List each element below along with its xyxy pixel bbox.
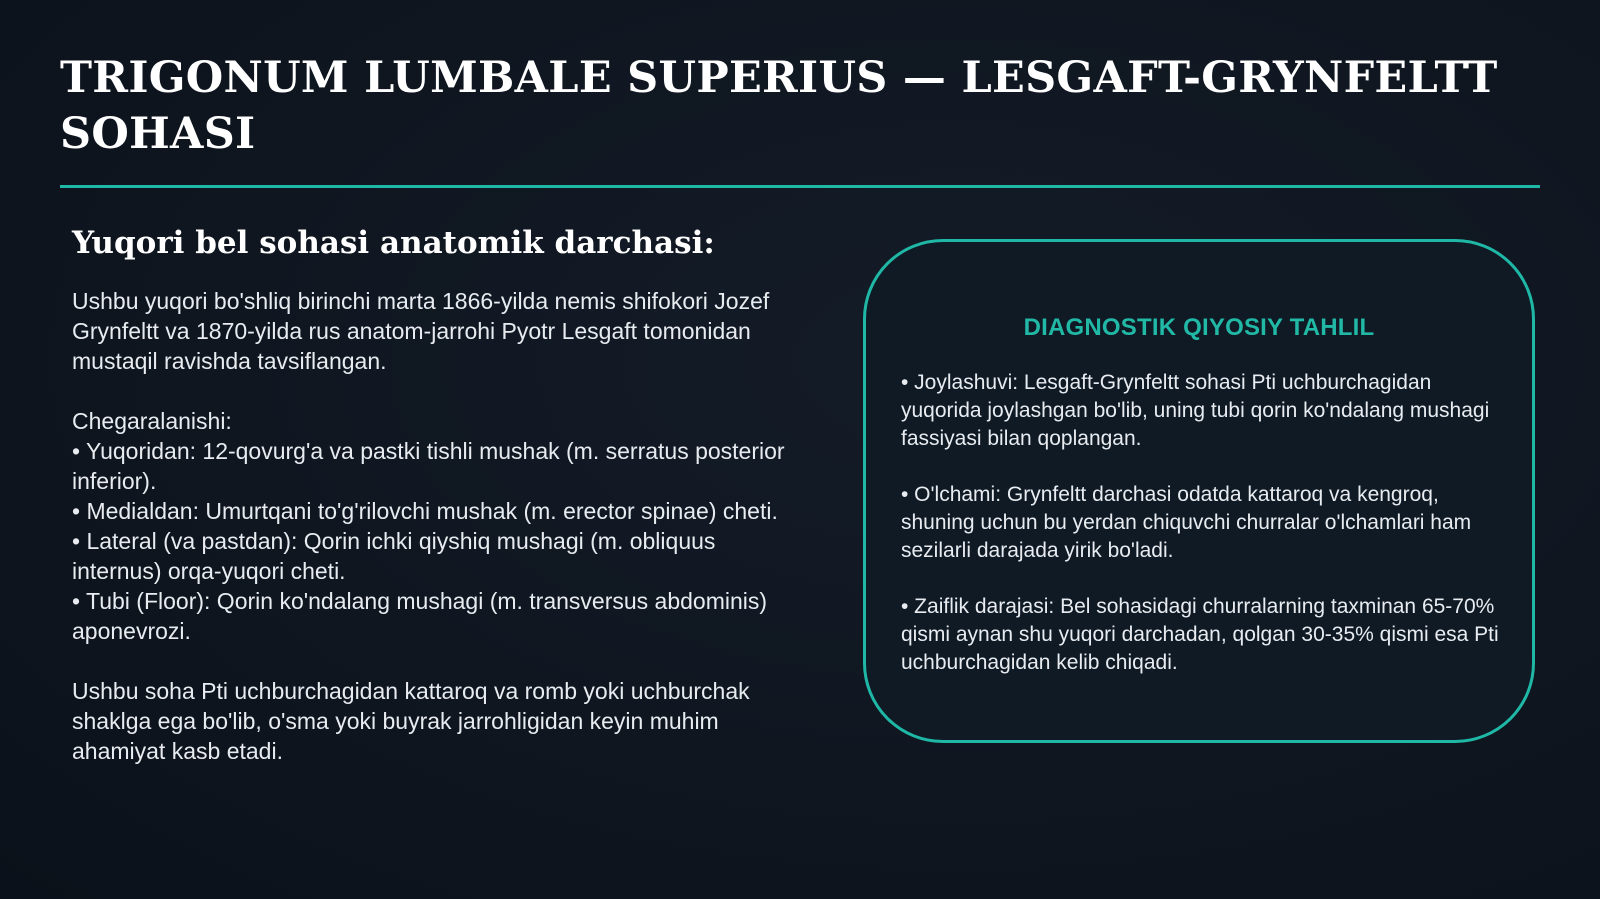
paragraph-gap bbox=[72, 646, 792, 676]
section-heading: Yuqori bel sohasi anatomik darchasi: bbox=[72, 225, 715, 261]
card-item-location: • Joylashuvi: Lesgaft-Grynfeltt sohasi Pti uchburchagidan yuqorida joylashgan bo'lib, uning tubi qorin ko'ndalang mushagi fassiyasi bilan qoplangan. bbox=[901, 371, 1490, 450]
card-item-size: • O'lchami: Grynfeltt darchasi odatda kattaroq va kengroq, shuning uchun bu yerdan chiquvchi churralar o'lchamlari ham sezilarli darajada yirik bo'ladi. bbox=[901, 483, 1472, 562]
boundary-item-medial: • Medialdan: Umurtqani to'g'rilovchi mushak (m. erector spinae) cheti. bbox=[72, 498, 778, 524]
boundary-item-floor: • Tubi (Floor): Qorin ko'ndalang mushagi (m. transversus abdominis) aponevrozi. bbox=[72, 588, 768, 644]
intro-paragraph: Ushbu yuqori bo'shliq birinchi marta 1866-yilda nemis shifokori Jozef Grynfeltt va 1870-yilda rus anatom-jarrohi Pyotr Lesgaft tomonidan mustaqil ravishda tavsiflangan. bbox=[72, 288, 770, 374]
boundary-item-superior: • Yuqoridan: 12-qovurg'a va pastki tishli mushak (m. serratus posterior inferior). bbox=[72, 438, 785, 494]
paragraph-gap bbox=[72, 376, 792, 406]
boundaries-label: Chegaralanishi: bbox=[72, 408, 232, 434]
card-title: DIAGNOSTIK QIYOSIY TAHLIL bbox=[1023, 314, 1375, 341]
diagnostic-card bbox=[863, 239, 1535, 743]
card-item-weakness: • Zaiflik darajasi: Bel sohasidagi churralarning taxminan 65-70% qismi aynan shu yuqori darchadan, qolgan 30-35% qismi esa Pti uchburchagidan kelib chiqadi. bbox=[901, 595, 1499, 674]
boundary-item-lateral: • Lateral (va pastdan): Qorin ichki qiyshiq mushagi (m. obliquus internus) orqa-yuqori cheti. bbox=[72, 528, 716, 584]
title-divider bbox=[60, 185, 1540, 188]
left-column bbox=[72, 222, 792, 766]
card-body bbox=[901, 369, 1501, 705]
conclusion-paragraph: Ushbu soha Pti uchburchagidan kattaroq va romb yoki uchburchak shaklga ega bo'lib, o'sma yoki buyrak jarrohligidan keyin muhim ahamiyat kasb etadi. bbox=[72, 678, 750, 764]
slide-title: TRIGONUM LUMBALE SUPERIUS — LESGAFT-GRYNFELTT SOHASI bbox=[60, 53, 1498, 159]
